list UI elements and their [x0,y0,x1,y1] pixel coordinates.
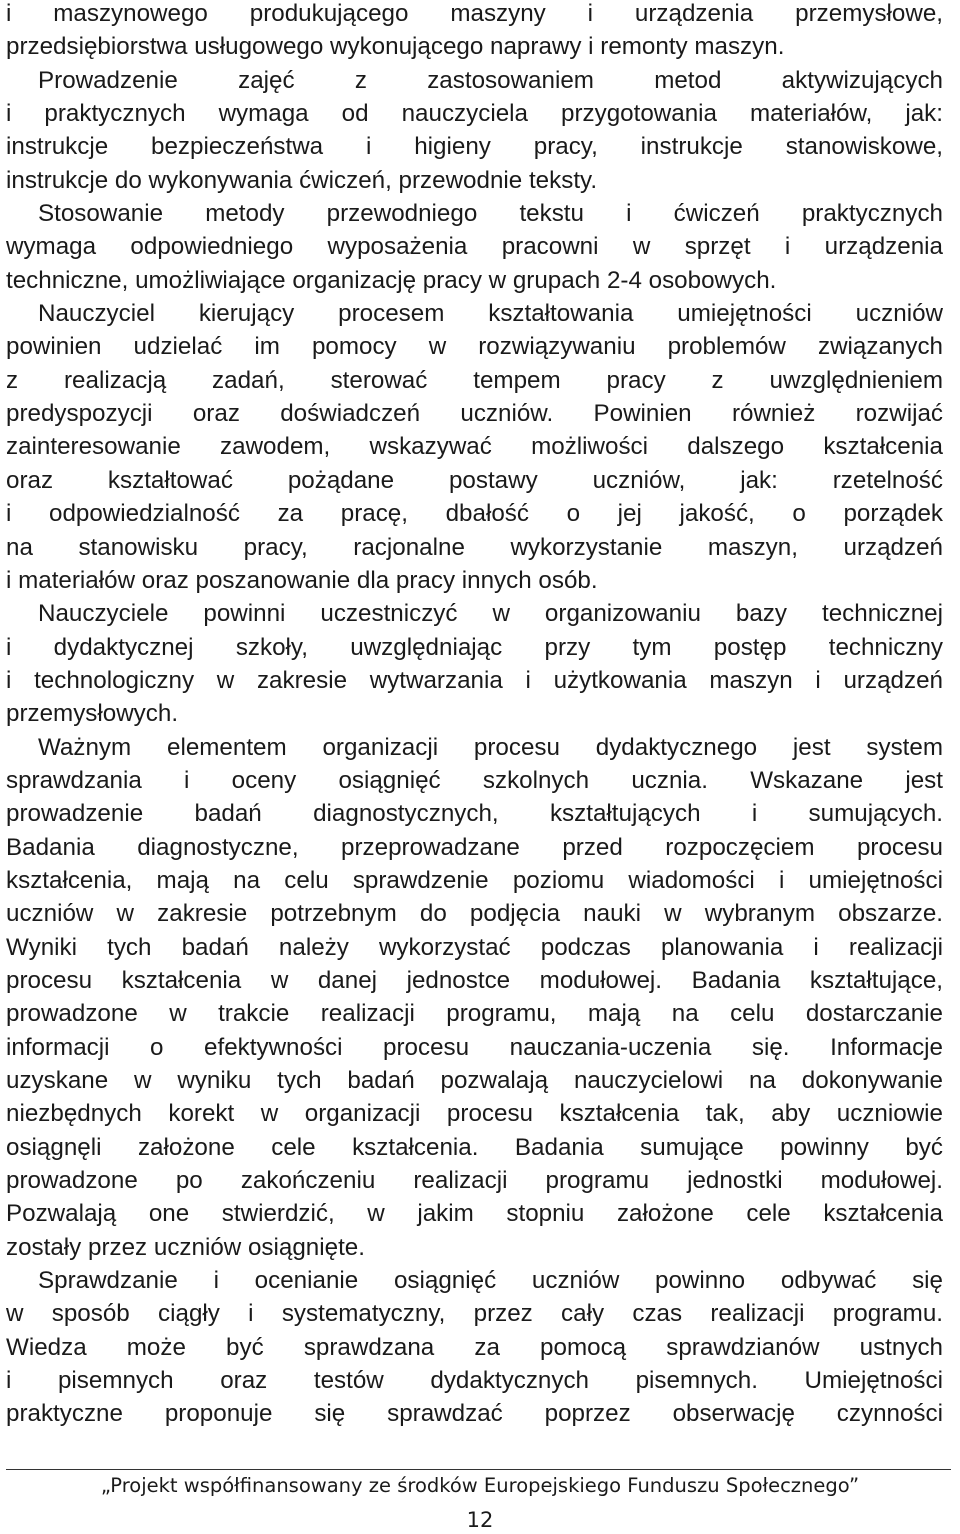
text-line: Stosowanie metody przewodniego tekstu i ćwiczeń praktycznych [38,200,943,228]
text-line: Nauczyciel kierujący procesem kształtowania umiejętności uczniów [38,300,943,328]
text-line: niezbędnych korekt w organizacji procesu kształcenia tak, aby uczniowie [6,1100,943,1128]
text-line: na stanowisku pracy, racjonalne wykorzystanie maszyn, urządzeń [6,533,943,561]
text-line: instrukcje do wykonywania ćwiczeń, przewodnie teksty. [6,166,598,194]
text-line: Pozwalają one stwierdzić, w jakim stopniu założone cele kształcenia [6,1200,943,1228]
footer-funding-note: „Projekt współfinansowany ze środków Europejskiego Funduszu Społecznego” [100,1474,860,1497]
text-line: i technologiczny w zakresie wytwarzania i użytkowania maszyn i urządzeń [6,666,943,694]
text-line: uzyskane w wyniku tych badań pozwalają nauczycielowi na dokonywanie [6,1067,943,1094]
text-line: i materiałów oraz poszanowanie dla pracy innych osób. [6,566,598,594]
text-line: i maszynowego produkującego maszyny i urządzenia przemysłowe, [6,0,943,27]
text-line: prowadzenie badań diagnostycznych, kształtujących i sumujących. [6,800,943,828]
text-line: przemysłowych. [6,700,179,728]
paragraph [6,197,943,297]
text-line: Badania diagnostyczne, przeprowadzane przed rozpoczęciem procesu [6,833,943,861]
text-line: zostały przez uczniów osiągnięte. [6,1233,365,1261]
text-line: instrukcje bezpieczeństwa i higieny pracy, instrukcje stanowiskowe, [6,133,943,161]
text-line: informacji o efektywności procesu nauczania-uczenia się. Informacje [6,1033,943,1061]
text-line: oraz kształtować pożądane postawy uczniów, jak: rzetelność [6,466,943,494]
text-line: zainteresowanie zawodem, wskazywać możliwości dalszego kształcenia [6,433,943,461]
text-line: praktyczne proponuje się sprawdzać poprzez obserwację czynności [6,1400,943,1428]
text-line: powinien udzielać im pomocy w rozwiązywaniu problemów związanych [6,333,943,361]
text-line: i odpowiedzialność za pracę, dbałość o jej jakość, o porządek [6,500,943,528]
text-line: i pisemnych oraz testów dydaktycznych pisemnych. Umiejętności [6,1367,943,1395]
text-line: uczniów w zakresie potrzebnym do podjęcia nauki w wybranym obszarze. [6,900,943,928]
paragraph [6,0,943,64]
text-line: techniczne, umożliwiające organizację pracy w grupach 2-4 osobowych. [6,266,777,294]
text-line: Nauczyciele powinni uczestniczyć w organizowaniu bazy technicznej [38,600,943,628]
text-line: w sposób ciągły i systematyczny, przez cały czas realizacji programu. [6,1300,943,1328]
paragraph [6,64,943,197]
text-line: i dydaktycznej szkoły, uwzględniając przy tym postęp techniczny [6,633,943,661]
text-line: predyspozycji oraz doświadczeń uczniów. Powinien również rozwijać [6,400,943,428]
text-line: Wyniki tych badań należy wykorzystać podczas planowania i realizacji [6,933,943,961]
text-line: procesu kształcenia w danej jednostce modułowej. Badania kształtujące, [6,966,943,994]
paragraph [6,297,943,597]
text-line: Wiedza może być sprawdzana za pomocą sprawdzianów ustnych [6,1333,943,1361]
text-line: osiągnęli założone cele kształcenia. Badania sumujące powinny być [6,1133,943,1161]
text-line: prowadzone po zakończeniu realizacji programu jednostki modułowej. [6,1167,943,1195]
body-text [6,0,943,1431]
footer-divider [6,1469,951,1470]
text-line: kształcenia, mają na celu sprawdzenie poziomu wiadomości i umiejętności [6,866,943,894]
text-line: prowadzone w trakcie realizacji programu, mają na celu dostarczanie [6,1000,943,1028]
text-line: Prowadzenie zajęć z zastosowaniem metod aktywizujących [38,66,943,94]
paragraph [6,1264,943,1431]
text-line: wymaga odpowiedniego wyposażenia pracowni w sprzęt i urządzenia [6,233,943,261]
text-line: i praktycznych wymaga od nauczyciela przygotowania materiałów, jak: [6,100,943,128]
text-line: Sprawdzanie i ocenianie osiągnięć uczniów powinno odbywać się [38,1267,943,1295]
paragraph [6,731,943,1265]
text-line: Ważnym elementem organizacji procesu dydaktycznego jest system [38,733,943,761]
page-number: 12 [466,1508,494,1532]
text-line: przedsiębiorstwa usługowego wykonującego naprawy i remonty maszyn. [6,33,785,61]
text-line: z realizacją zadań, sterować tempem pracy z uwzględnieniem [6,366,943,394]
text-line: sprawdzania i oceny osiągnięć szkolnych ucznia. Wskazane jest [6,766,943,794]
paragraph [6,597,943,730]
